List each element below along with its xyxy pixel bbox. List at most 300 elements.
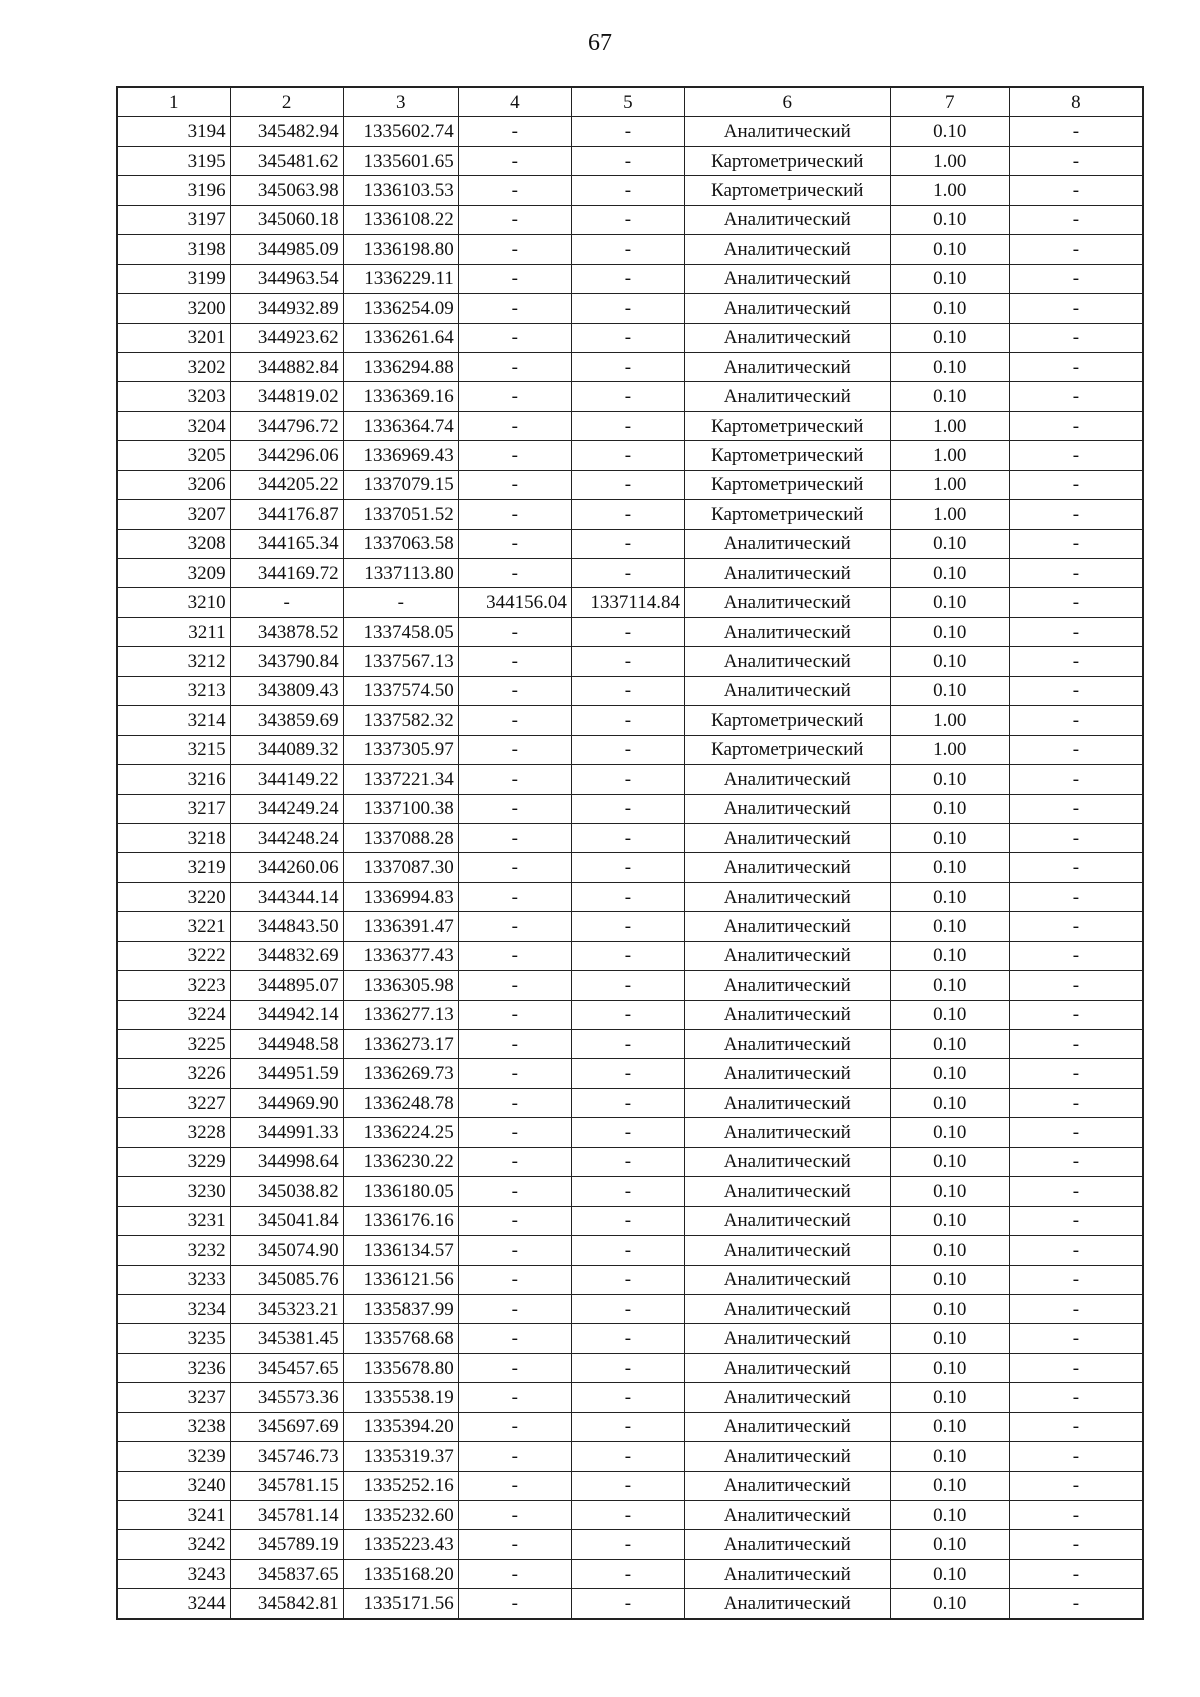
table-body (117, 117, 1143, 1619)
table-cell: - (1009, 1177, 1143, 1206)
table-cell: - (458, 1501, 571, 1530)
table-cell: 3231 (117, 1206, 230, 1235)
table-cell: 343809.43 (230, 676, 343, 705)
table-cell: 0.10 (890, 617, 1009, 646)
table-cell: 3242 (117, 1530, 230, 1559)
table-row (117, 352, 1143, 381)
table-cell: - (571, 1442, 684, 1471)
table-cell: 1335171.56 (343, 1589, 458, 1619)
column-header-1: 1 (117, 87, 230, 117)
table-row (117, 1530, 1143, 1559)
table-cell: 3222 (117, 941, 230, 970)
table-cell: - (571, 1118, 684, 1147)
table-row (117, 1324, 1143, 1353)
table-cell: 3243 (117, 1559, 230, 1588)
table-cell: 344895.07 (230, 971, 343, 1000)
table-row (117, 588, 1143, 617)
header-row (117, 87, 1143, 117)
table-cell: 345481.62 (230, 146, 343, 175)
table-cell: 1337582.32 (343, 706, 458, 735)
table-cell: 344948.58 (230, 1030, 343, 1059)
table-cell: 345573.36 (230, 1383, 343, 1412)
table-cell: - (571, 1501, 684, 1530)
table-cell: - (1009, 294, 1143, 323)
table-cell: 344089.32 (230, 735, 343, 764)
table-cell: Аналитический (684, 1589, 890, 1619)
table-cell: 1336969.43 (343, 441, 458, 470)
table-cell: - (571, 529, 684, 558)
table-cell: - (458, 559, 571, 588)
table-cell: 1336176.16 (343, 1206, 458, 1235)
table-cell: Картометрический (684, 500, 890, 529)
table-cell: Аналитический (684, 264, 890, 293)
table-cell: 0.10 (890, 382, 1009, 411)
table-cell: 345789.19 (230, 1530, 343, 1559)
table-cell: - (571, 941, 684, 970)
table-cell: 0.10 (890, 264, 1009, 293)
table-cell: Аналитический (684, 117, 890, 146)
table-cell: 0.10 (890, 1294, 1009, 1323)
table-cell: - (571, 765, 684, 794)
table-cell: - (1009, 617, 1143, 646)
table-cell: - (571, 735, 684, 764)
table-cell: - (571, 1530, 684, 1559)
table-cell: 0.10 (890, 1088, 1009, 1117)
table-cell: 3221 (117, 912, 230, 941)
table-cell: 3229 (117, 1147, 230, 1176)
table-cell: 1337088.28 (343, 823, 458, 852)
table-cell: Картометрический (684, 706, 890, 735)
table-row (117, 176, 1143, 205)
table-cell: 1335768.68 (343, 1324, 458, 1353)
table-cell: - (571, 617, 684, 646)
table-cell: - (1009, 706, 1143, 735)
table-cell: Аналитический (684, 647, 890, 676)
table-cell: - (458, 1559, 571, 1588)
table-cell: - (458, 205, 571, 234)
table-cell: 0.10 (890, 1383, 1009, 1412)
table-cell: 0.10 (890, 676, 1009, 705)
table-cell: 0.10 (890, 912, 1009, 941)
table-cell: - (1009, 382, 1143, 411)
table-cell: 343859.69 (230, 706, 343, 735)
table-cell: - (458, 470, 571, 499)
table-cell: 3224 (117, 1000, 230, 1029)
table-cell: - (458, 1206, 571, 1235)
table-cell: - (1009, 1530, 1143, 1559)
table-cell: Аналитический (684, 352, 890, 381)
table-cell: 3240 (117, 1471, 230, 1500)
table-cell: - (1009, 1118, 1143, 1147)
table-cell: 0.10 (890, 971, 1009, 1000)
table-row (117, 117, 1143, 146)
table-row (117, 823, 1143, 852)
table-cell: - (571, 706, 684, 735)
table-cell: 3197 (117, 205, 230, 234)
table-cell: - (571, 1412, 684, 1441)
table-cell: - (1009, 1059, 1143, 1088)
table-cell: 345837.65 (230, 1559, 343, 1588)
table-row (117, 205, 1143, 234)
table-cell: - (571, 1471, 684, 1500)
table-cell: 1336198.80 (343, 235, 458, 264)
table-cell: Картометрический (684, 146, 890, 175)
table-cell: 1336103.53 (343, 176, 458, 205)
table-cell: Аналитический (684, 1030, 890, 1059)
table-cell: 344963.54 (230, 264, 343, 293)
table-cell: 3232 (117, 1236, 230, 1265)
table-row (117, 1294, 1143, 1323)
table-cell: 3226 (117, 1059, 230, 1088)
column-header-7: 7 (890, 87, 1009, 117)
table-row (117, 1118, 1143, 1147)
column-header-8: 8 (1009, 87, 1143, 117)
column-header-6: 6 (684, 87, 890, 117)
table-cell: - (458, 1000, 571, 1029)
table-cell: 344156.04 (458, 588, 571, 617)
table-cell: - (1009, 1442, 1143, 1471)
table-cell: 0.10 (890, 529, 1009, 558)
table-cell: 344942.14 (230, 1000, 343, 1029)
table-cell: 345482.94 (230, 117, 343, 146)
table-cell: Аналитический (684, 1206, 890, 1235)
coordinates-table (116, 86, 1144, 1620)
table-row (117, 1412, 1143, 1441)
table-cell: - (1009, 559, 1143, 588)
table-cell: - (571, 117, 684, 146)
table-row (117, 1177, 1143, 1206)
table-row (117, 1059, 1143, 1088)
table-cell: - (1009, 647, 1143, 676)
table-cell: Аналитический (684, 1000, 890, 1029)
table-cell: - (458, 882, 571, 911)
table-cell: 3235 (117, 1324, 230, 1353)
table-cell: 1337113.80 (343, 559, 458, 588)
table-cell: 1336121.56 (343, 1265, 458, 1294)
table-cell: 3213 (117, 676, 230, 705)
table-row (117, 1000, 1143, 1029)
table-cell: - (1009, 264, 1143, 293)
table-cell: 3225 (117, 1030, 230, 1059)
table-cell: 3230 (117, 1177, 230, 1206)
table-cell: 344991.33 (230, 1118, 343, 1147)
table-cell: 0.10 (890, 823, 1009, 852)
table-cell: 344932.89 (230, 294, 343, 323)
table-cell: - (1009, 1501, 1143, 1530)
table-cell: Картометрический (684, 411, 890, 440)
table-cell: - (1009, 1206, 1143, 1235)
table-cell: 0.10 (890, 1118, 1009, 1147)
table-cell: 1336224.25 (343, 1118, 458, 1147)
table-cell: Аналитический (684, 1294, 890, 1323)
table-cell: - (1009, 1559, 1143, 1588)
table-cell: - (571, 1236, 684, 1265)
table-cell: - (571, 794, 684, 823)
table-cell: - (571, 559, 684, 588)
table-cell: - (458, 1294, 571, 1323)
table-cell: - (458, 1265, 571, 1294)
table-cell: - (1009, 1353, 1143, 1382)
table-row (117, 1206, 1143, 1235)
table-cell: 1.00 (890, 470, 1009, 499)
table-cell: Аналитический (684, 235, 890, 264)
table-cell: 345781.14 (230, 1501, 343, 1530)
table-cell: 3194 (117, 117, 230, 146)
table-cell: - (1009, 1030, 1143, 1059)
table-cell: Аналитический (684, 1118, 890, 1147)
table-cell: 0.10 (890, 1265, 1009, 1294)
table-cell: - (1009, 500, 1143, 529)
table-cell: Аналитический (684, 794, 890, 823)
table-cell: 1336248.78 (343, 1088, 458, 1117)
table-cell: 1337305.97 (343, 735, 458, 764)
table-cell: - (458, 1088, 571, 1117)
table-cell: 1337063.58 (343, 529, 458, 558)
table-cell: 0.10 (890, 117, 1009, 146)
table-row (117, 323, 1143, 352)
table-cell: - (458, 235, 571, 264)
table-cell: 0.10 (890, 1236, 1009, 1265)
table-cell: 345781.15 (230, 1471, 343, 1500)
table-cell: - (343, 588, 458, 617)
table-cell: 344796.72 (230, 411, 343, 440)
table-cell: 344985.09 (230, 235, 343, 264)
table-cell: 1337079.15 (343, 470, 458, 499)
table-cell: - (458, 853, 571, 882)
table-row (117, 765, 1143, 794)
table-cell: 0.10 (890, 1353, 1009, 1382)
table-cell: - (458, 1530, 571, 1559)
table-cell: 344205.22 (230, 470, 343, 499)
table-cell: Картометрический (684, 176, 890, 205)
table-cell: 0.10 (890, 941, 1009, 970)
table-cell: Аналитический (684, 1471, 890, 1500)
table-cell: 1336391.47 (343, 912, 458, 941)
table-cell: 0.10 (890, 1000, 1009, 1029)
table-cell: - (458, 1236, 571, 1265)
table-cell: - (458, 1324, 571, 1353)
table-cell: - (571, 411, 684, 440)
table-cell: 1337574.50 (343, 676, 458, 705)
table-cell: - (571, 441, 684, 470)
table-cell: 1337221.34 (343, 765, 458, 794)
table-cell: - (571, 500, 684, 529)
table-row (117, 1265, 1143, 1294)
table-cell: - (571, 1000, 684, 1029)
table-cell: - (458, 706, 571, 735)
table-cell: Аналитический (684, 941, 890, 970)
table-row (117, 1147, 1143, 1176)
table-cell: 3212 (117, 647, 230, 676)
table-cell: Аналитический (684, 1383, 890, 1412)
table-cell: - (458, 1177, 571, 1206)
table-cell: - (1009, 1412, 1143, 1441)
table-row (117, 1236, 1143, 1265)
table-cell: - (571, 882, 684, 911)
table-cell: - (458, 117, 571, 146)
table-cell: Аналитический (684, 1236, 890, 1265)
table-row (117, 264, 1143, 293)
table-cell: - (1009, 1471, 1143, 1500)
table-cell: 1335223.43 (343, 1530, 458, 1559)
table-cell: 344819.02 (230, 382, 343, 411)
table-cell: 3227 (117, 1088, 230, 1117)
table-cell: 0.10 (890, 352, 1009, 381)
table-cell: Аналитический (684, 912, 890, 941)
table-cell: 343790.84 (230, 647, 343, 676)
table-cell: 0.10 (890, 205, 1009, 234)
table-cell: 1.00 (890, 706, 1009, 735)
table-cell: - (458, 1383, 571, 1412)
table-cell: - (1009, 146, 1143, 175)
table-cell: - (1009, 117, 1143, 146)
table-row (117, 1471, 1143, 1500)
table-cell: - (458, 529, 571, 558)
table-cell: - (458, 617, 571, 646)
table-row (117, 794, 1143, 823)
table-cell: 0.10 (890, 1471, 1009, 1500)
table-cell: 345085.76 (230, 1265, 343, 1294)
table-cell: - (571, 235, 684, 264)
table-cell: 1337051.52 (343, 500, 458, 529)
table-cell: Аналитический (684, 205, 890, 234)
table-cell: - (571, 1177, 684, 1206)
table-cell: 343878.52 (230, 617, 343, 646)
table-cell: - (1009, 941, 1143, 970)
table-row (117, 470, 1143, 499)
table-cell: Аналитический (684, 1353, 890, 1382)
table-row (117, 676, 1143, 705)
table-cell: 3199 (117, 264, 230, 293)
table-cell: Аналитический (684, 882, 890, 911)
table-cell: 344165.34 (230, 529, 343, 558)
table-cell: - (458, 176, 571, 205)
table-cell: - (1009, 1294, 1143, 1323)
table-row (117, 1442, 1143, 1471)
table-cell: - (571, 1589, 684, 1619)
table-cell: Аналитический (684, 971, 890, 1000)
table-cell: - (571, 323, 684, 352)
table-row (117, 529, 1143, 558)
table-cell: - (1009, 1265, 1143, 1294)
table-cell: 0.10 (890, 1059, 1009, 1088)
table-cell: Аналитический (684, 1177, 890, 1206)
table-cell: Аналитический (684, 765, 890, 794)
table-cell: Аналитический (684, 823, 890, 852)
table-row (117, 1030, 1143, 1059)
table-cell: - (571, 352, 684, 381)
table-cell: - (458, 441, 571, 470)
table-cell: - (1009, 323, 1143, 352)
table-cell: - (458, 765, 571, 794)
table-cell: 344176.87 (230, 500, 343, 529)
table-cell: - (571, 1059, 684, 1088)
table-cell: - (571, 676, 684, 705)
table-cell: - (1009, 235, 1143, 264)
table-cell: 3204 (117, 411, 230, 440)
table-cell: 1335394.20 (343, 1412, 458, 1441)
table-cell: 3244 (117, 1589, 230, 1619)
table-cell: 3198 (117, 235, 230, 264)
table-cell: 3206 (117, 470, 230, 499)
table-cell: 3195 (117, 146, 230, 175)
table-cell: 1336254.09 (343, 294, 458, 323)
table-row (117, 912, 1143, 941)
table-cell: - (1009, 205, 1143, 234)
table-cell: 1336364.74 (343, 411, 458, 440)
table-row (117, 1383, 1143, 1412)
table-cell: 345063.98 (230, 176, 343, 205)
table-cell: - (458, 941, 571, 970)
table-row (117, 1589, 1143, 1619)
table-cell: Аналитический (684, 1059, 890, 1088)
table-cell: - (571, 1030, 684, 1059)
table-cell: - (571, 823, 684, 852)
table-cell: - (1009, 912, 1143, 941)
table-cell: 1336294.88 (343, 352, 458, 381)
table-cell: - (458, 500, 571, 529)
table-cell: - (1009, 176, 1143, 205)
table-cell: 1335319.37 (343, 1442, 458, 1471)
table-cell: 1336305.98 (343, 971, 458, 1000)
table-cell: 344249.24 (230, 794, 343, 823)
table-cell: 344344.14 (230, 882, 343, 911)
table-cell: 344248.24 (230, 823, 343, 852)
table-cell: Аналитический (684, 323, 890, 352)
table-cell: 0.10 (890, 559, 1009, 588)
table-cell: - (458, 1471, 571, 1500)
table-cell: - (571, 1559, 684, 1588)
table-cell: 1335232.60 (343, 1501, 458, 1530)
table-cell: 1336273.17 (343, 1030, 458, 1059)
table-cell: 1336108.22 (343, 205, 458, 234)
table-cell: - (458, 1030, 571, 1059)
table-cell: - (1009, 1383, 1143, 1412)
table-row (117, 971, 1143, 1000)
table-row (117, 1353, 1143, 1382)
table-cell: 0.10 (890, 1559, 1009, 1588)
table-cell: - (1009, 411, 1143, 440)
table-row (117, 411, 1143, 440)
table-cell: Аналитический (684, 559, 890, 588)
table-cell: 3201 (117, 323, 230, 352)
table-row (117, 735, 1143, 764)
table-cell: - (1009, 823, 1143, 852)
table-cell: 3208 (117, 529, 230, 558)
table-cell: 1.00 (890, 411, 1009, 440)
table-cell: 3210 (117, 588, 230, 617)
table-cell: 345060.18 (230, 205, 343, 234)
table-cell: - (458, 823, 571, 852)
table-cell: 3211 (117, 617, 230, 646)
table-cell: 344998.64 (230, 1147, 343, 1176)
table-cell: 3216 (117, 765, 230, 794)
table-cell: Аналитический (684, 1442, 890, 1471)
table-row (117, 882, 1143, 911)
table-cell: 3228 (117, 1118, 230, 1147)
column-header-2: 2 (230, 87, 343, 117)
table-cell: 1336277.13 (343, 1000, 458, 1029)
table-cell: 1.00 (890, 735, 1009, 764)
table-cell: 1336269.73 (343, 1059, 458, 1088)
table-cell: 3214 (117, 706, 230, 735)
table-cell: 0.10 (890, 882, 1009, 911)
table-cell: - (1009, 1589, 1143, 1619)
table-header (117, 87, 1143, 117)
table-cell: - (458, 971, 571, 1000)
table-cell: 1337458.05 (343, 617, 458, 646)
table-cell: Аналитический (684, 1147, 890, 1176)
